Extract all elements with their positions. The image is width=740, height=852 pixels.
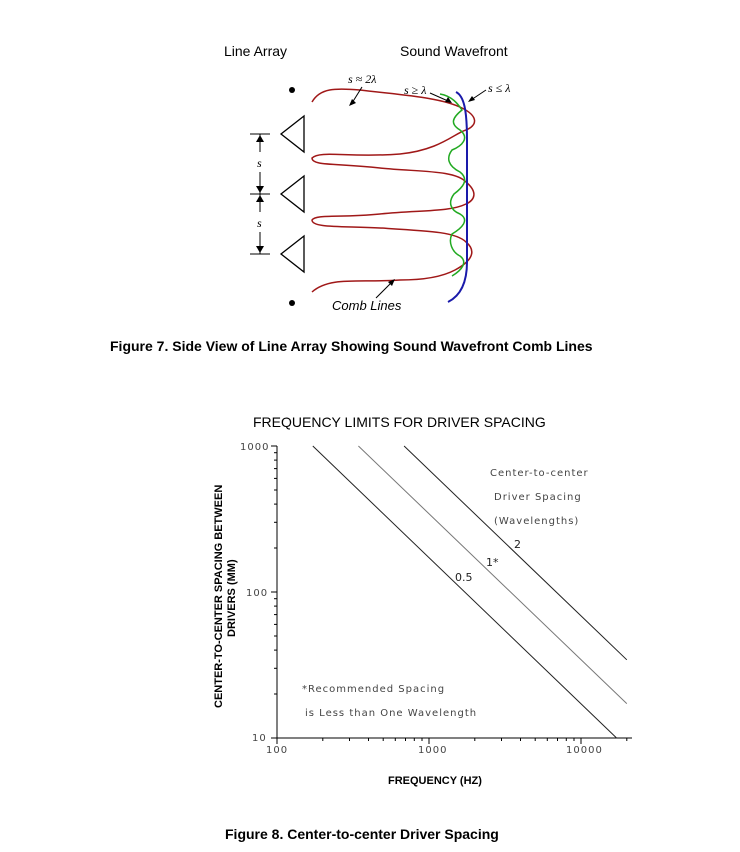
legend-title-line: (Wavelengths) xyxy=(494,516,580,527)
legend-title-line: Driver Spacing xyxy=(494,492,582,503)
spacing-label: s xyxy=(257,156,262,170)
sound-wavefront-header: Sound Wavefront xyxy=(400,43,508,59)
line-array-header: Line Array xyxy=(224,43,288,59)
figure-7 xyxy=(110,43,593,354)
footnote-line: *Recommended Spacing xyxy=(302,684,446,695)
speaker-driver-icon xyxy=(281,116,304,152)
chart-title: FREQUENCY LIMITS FOR DRIVER SPACING xyxy=(253,414,546,430)
spacing-dimension-markers xyxy=(250,134,270,254)
series-label-1: 1* xyxy=(486,556,499,569)
series-line-1-wavelength xyxy=(358,446,626,704)
speaker-driver-icon xyxy=(281,176,304,212)
comb-lines-label: Comb Lines xyxy=(332,298,402,313)
series-label-0.5: 0.5 xyxy=(455,571,473,584)
footnote-line: is Less than One Wavelength xyxy=(305,708,478,719)
annotation-arrowhead xyxy=(468,96,475,102)
legend-title-line: Center-to-center xyxy=(490,468,589,479)
annotation-arrow xyxy=(376,282,392,298)
annotation-arrowhead xyxy=(349,99,356,106)
figure-8-chart xyxy=(213,414,632,787)
speaker-driver-icon xyxy=(281,236,304,272)
figure-8-caption: Figure 8. Center-to-center Driver Spacing xyxy=(225,826,499,842)
s-approx-2-lambda-label: s ≈ 2λ xyxy=(348,72,377,86)
s-ge-lambda-label: s ≥ λ xyxy=(404,83,427,97)
comb-lines-green xyxy=(440,94,465,276)
s-le-lambda-label: s ≤ λ xyxy=(488,81,511,95)
x-tick-label: 100 xyxy=(266,745,289,756)
comb-lines-red xyxy=(312,89,475,292)
wavefront-blue-line xyxy=(448,92,467,302)
spacing-label: s xyxy=(257,216,262,230)
x-axis-label: FREQUENCY (HZ) xyxy=(388,775,482,787)
y-axis-label-line2: DRIVERS (MM) xyxy=(226,559,238,637)
x-tick-label: 10000 xyxy=(566,745,603,756)
series-label-2: 2 xyxy=(514,538,521,551)
y-axis-label-line1: CENTER-TO-CENTER SPACING BETWEEN xyxy=(213,484,225,708)
array-end-dot-top xyxy=(289,87,295,93)
axis-minor-ticks xyxy=(271,446,627,744)
array-end-dot-bottom xyxy=(289,300,295,306)
y-tick-label: 100 xyxy=(246,588,269,599)
x-tick-label: 1000 xyxy=(418,745,448,756)
y-tick-label: 10 xyxy=(252,733,267,744)
y-tick-label: 1000 xyxy=(240,442,270,453)
figure-7-caption: Figure 7. Side View of Line Array Showing Sound Wavefront Comb Lines xyxy=(110,338,593,354)
